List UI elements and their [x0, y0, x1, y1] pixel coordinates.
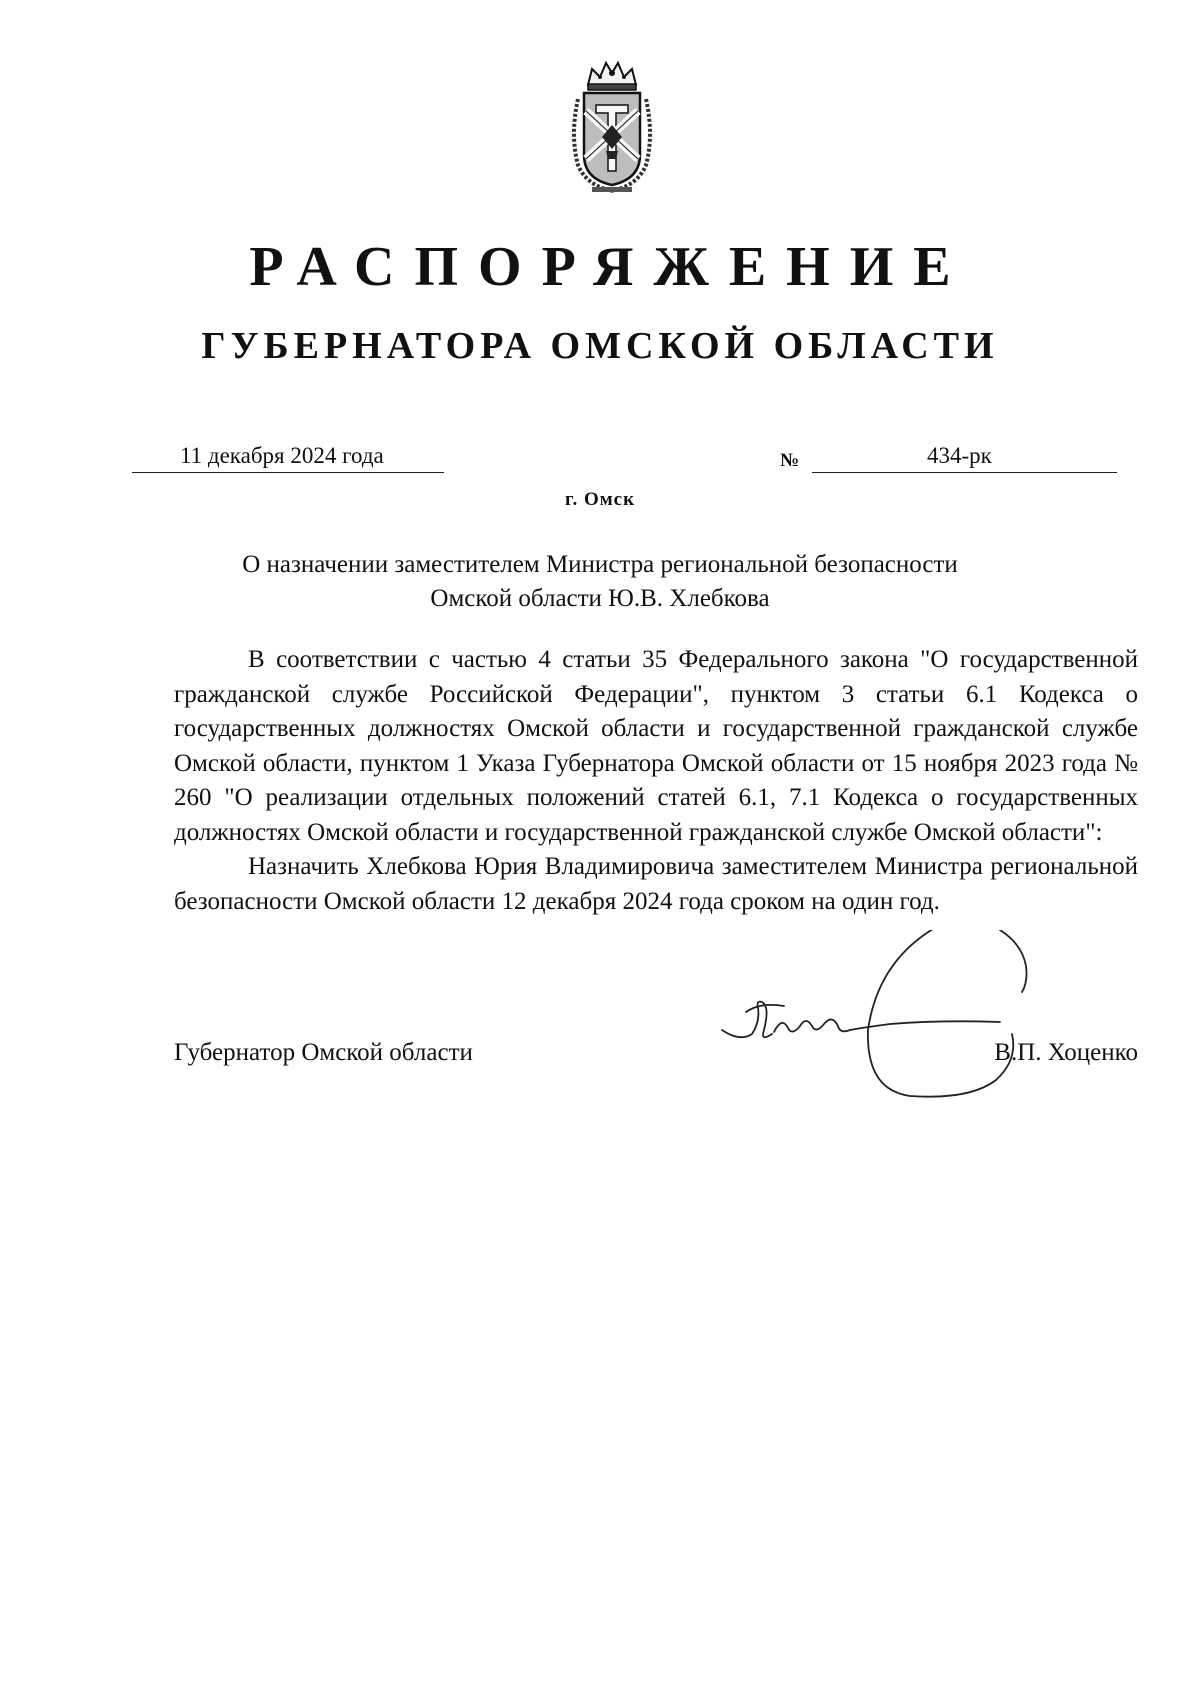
document-city: г. Омск [564, 489, 636, 510]
subject-line: Омской области Ю.В. Хлебкова [430, 585, 770, 612]
coat-of-arms-icon [566, 55, 658, 195]
subject-line: О назначении заместителем Министра региональной безопасности [242, 551, 958, 578]
document-body [174, 643, 1138, 919]
body-paragraph: В соответствии с частью 4 статьи 35 Федерального закона "О государственной гражданской службе Российской Федерации", пунктом 3 статьи 6.1 Кодекса о государственных должностях Омской области и государственной гражданской службе Омской области, пунктом 1 Указа Губернатора Омской области от 15 ноября 2023 года № 260 "О реализации отдельных положений статей 6.1, 7.1 Кодекса о государственных должностях Омской области и государственной гражданской службе Омской области": [174, 646, 1138, 846]
number-field [812, 440, 1117, 473]
document-date: 11 декабря 2024 года [180, 443, 384, 468]
document-number: 434-рк [927, 443, 992, 468]
handwritten-signature-icon [700, 930, 1100, 1130]
issuer-title: ГУБЕРНАТОРА ОМСКОЙ ОБЛАСТИ [201, 325, 999, 367]
body-paragraph: Назначить Хлебкова Юрия Владимировича заместителем Министра региональной безопасности Омской области 12 декабря 2024 года сроком на один год. [174, 853, 1138, 915]
number-sign: № [780, 450, 800, 471]
date-field [132, 440, 444, 473]
document-subject [220, 548, 980, 616]
signatory-position: Губернатор Омской области [174, 1039, 473, 1066]
document-type-title: РАСПОРЯЖЕНИЕ [249, 236, 971, 298]
signatory-name: В.П. Хоценко [994, 1039, 1138, 1066]
